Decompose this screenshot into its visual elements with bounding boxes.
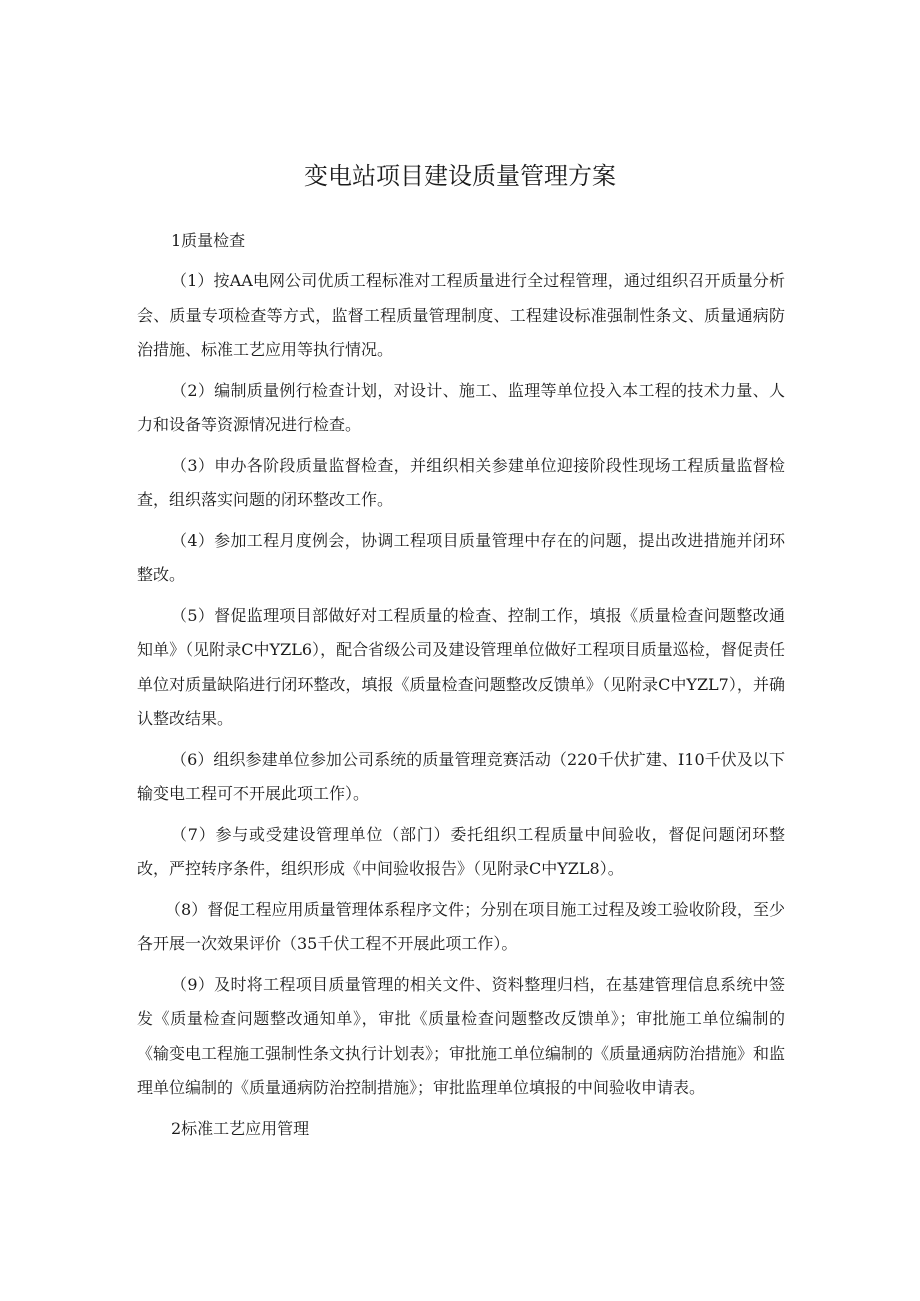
section-heading-quality-inspection: 1质量检查	[171, 231, 246, 250]
paragraph-1: （1）按AA电网公司优质工程标准对工程质量进行全过程管理，通过组织召开质量分析会、质量专项检查等方式，监督工程质量管理制度、工程建设标准强制性条文、质量通病防治措施、标准工艺应用等执行情况。	[137, 271, 785, 359]
document-body	[137, 224, 785, 1152]
paragraph-4: （4）参加工程月度例会，协调工程项目质量管理中存在的问题，提出改进措施并闭环整改。	[137, 530, 785, 584]
document-title: 变电站项目建设质量管理方案	[304, 162, 616, 190]
paragraph-2: （2）编制质量例行检查计划，对设计、施工、监理等单位投入本工程的技术力量、人力和设备等资源情况进行检查。	[137, 380, 785, 434]
paragraph-3: （3）申办各阶段质量监督检查，并组织相关参建单位迎接阶段性现场工程质量监督检查，组织落实问题的闭环整改工作。	[137, 455, 785, 509]
paragraph-6: （6）组织参建单位参加公司系统的质量管理竞赛活动（220千伏扩建、I10千伏及以下输变电工程可不开展此项工作）。	[137, 749, 785, 803]
paragraph-7: （7）参与或受建设管理单位（部门）委托组织工程质量中间验收，督促问题闭环整改，严控转序条件，组织形成《中间验收报告》（见附录C中YZL8）。	[137, 824, 785, 878]
paragraph-9: （9）及时将工程项目质量管理的相关文件、资料整理归档，在基建管理信息系统中签发《质量检查问题整改通知单》，审批《质量检查问题整改反馈单》；审批施工单位编制的《输变电工程施工强制性条文执行计划表》；审批施工单位编制的《质量通病防治措施》和监理单位编制的《质量通病防治控制措施》；审批监理单位填报的中间验收申请表。	[137, 974, 786, 1097]
paragraph-8: （8）督促工程应用质量管理体系程序文件；分别在项目施工过程及竣工验收阶段，至少各开展一次效果评价（35千伏工程不开展此项工作）。	[137, 899, 785, 953]
section-heading-standard-process: 2标准工艺应用管理	[171, 1118, 310, 1138]
paragraph-5: （5）督促监理项目部做好对工程质量的检查、控制工作，填报《质量检查问题整改通知单》（见附录C中YZL6），配合省级公司及建设管理单位做好工程项目质量巡检，督促责任单位对质量缺陷进行闭环整改，填报《质量检查问题整改反馈单》（见附录C中YZL7），并确认整改结果。	[137, 605, 785, 728]
